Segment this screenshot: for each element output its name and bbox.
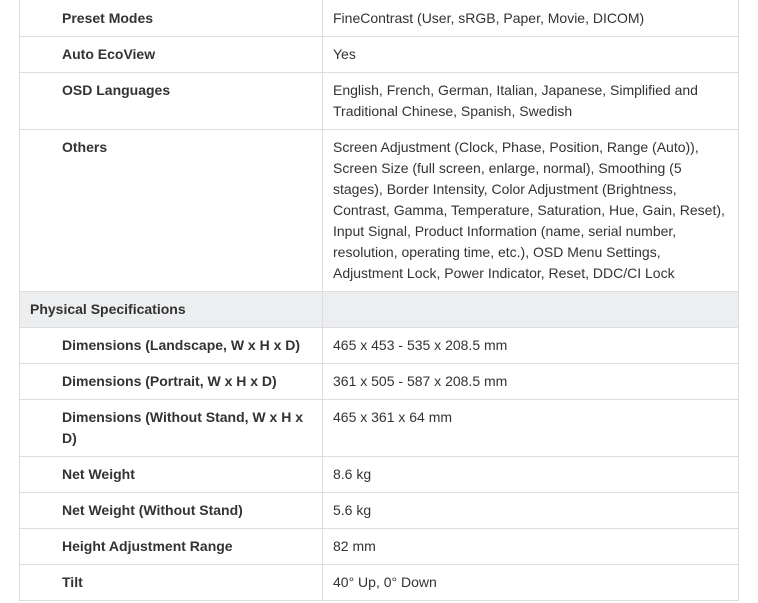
spec-value: 465 x 361 x 64 mm bbox=[323, 400, 739, 457]
spec-label: Net Weight bbox=[20, 457, 323, 493]
spec-label: Auto EcoView bbox=[20, 37, 323, 73]
spec-value: Yes bbox=[323, 37, 739, 73]
spec-row-preset-modes bbox=[20, 0, 739, 37]
specifications-table bbox=[19, 0, 739, 601]
spec-row-others bbox=[20, 130, 739, 292]
spec-label: Dimensions (Portrait, W x H x D) bbox=[20, 364, 323, 400]
spec-label: Height Adjustment Range bbox=[20, 529, 323, 565]
spec-row-osd-languages bbox=[20, 73, 739, 130]
spec-value: 40° Up, 0° Down bbox=[323, 565, 739, 601]
section-title: Physical Specifications bbox=[20, 292, 323, 328]
section-value bbox=[323, 292, 739, 328]
spec-value: 8.6 kg bbox=[323, 457, 739, 493]
spec-row-dimensions-portrait bbox=[20, 364, 739, 400]
spec-label: Preset Modes bbox=[20, 0, 323, 37]
spec-value: 82 mm bbox=[323, 529, 739, 565]
spec-label: Dimensions (Without Stand, W x H x D) bbox=[20, 400, 323, 457]
spec-row-height-adjustment-range bbox=[20, 529, 739, 565]
spec-row-dimensions-landscape bbox=[20, 328, 739, 364]
spec-label: Net Weight (Without Stand) bbox=[20, 493, 323, 529]
spec-value: FineContrast (User, sRGB, Paper, Movie, DICOM) bbox=[323, 0, 739, 37]
spec-value: 465 x 453 - 535 x 208.5 mm bbox=[323, 328, 739, 364]
spec-row-tilt bbox=[20, 565, 739, 601]
spec-label: Dimensions (Landscape, W x H x D) bbox=[20, 328, 323, 364]
spec-value: 5.6 kg bbox=[323, 493, 739, 529]
section-header-physical-specifications bbox=[20, 292, 739, 328]
spec-label: OSD Languages bbox=[20, 73, 323, 130]
spec-label: Others bbox=[20, 130, 323, 292]
spec-value: 361 x 505 - 587 x 208.5 mm bbox=[323, 364, 739, 400]
spec-row-dimensions-without-stand bbox=[20, 400, 739, 457]
spec-value: English, French, German, Italian, Japanese, Simplified and Traditional Chinese, Spanish, Swedish bbox=[323, 73, 739, 130]
spec-row-net-weight bbox=[20, 457, 739, 493]
spec-row-net-weight-without-stand bbox=[20, 493, 739, 529]
spec-row-auto-ecoview bbox=[20, 37, 739, 73]
spec-value: Screen Adjustment (Clock, Phase, Position, Range (Auto)), Screen Size (full screen, enlarge, normal), Smoothing (5 stages), Border Intensity, Color Adjustment (Brightness, Contrast, Gamma, Temperature, Saturation, Hue, Gain, Reset), Input Signal, Product Information (name, serial number, resolution, operating time, etc.), OSD Menu Settings, Adjustment Lock, Power Indicator, Reset, DDC/CI Lock bbox=[323, 130, 739, 292]
spec-label: Tilt bbox=[20, 565, 323, 601]
